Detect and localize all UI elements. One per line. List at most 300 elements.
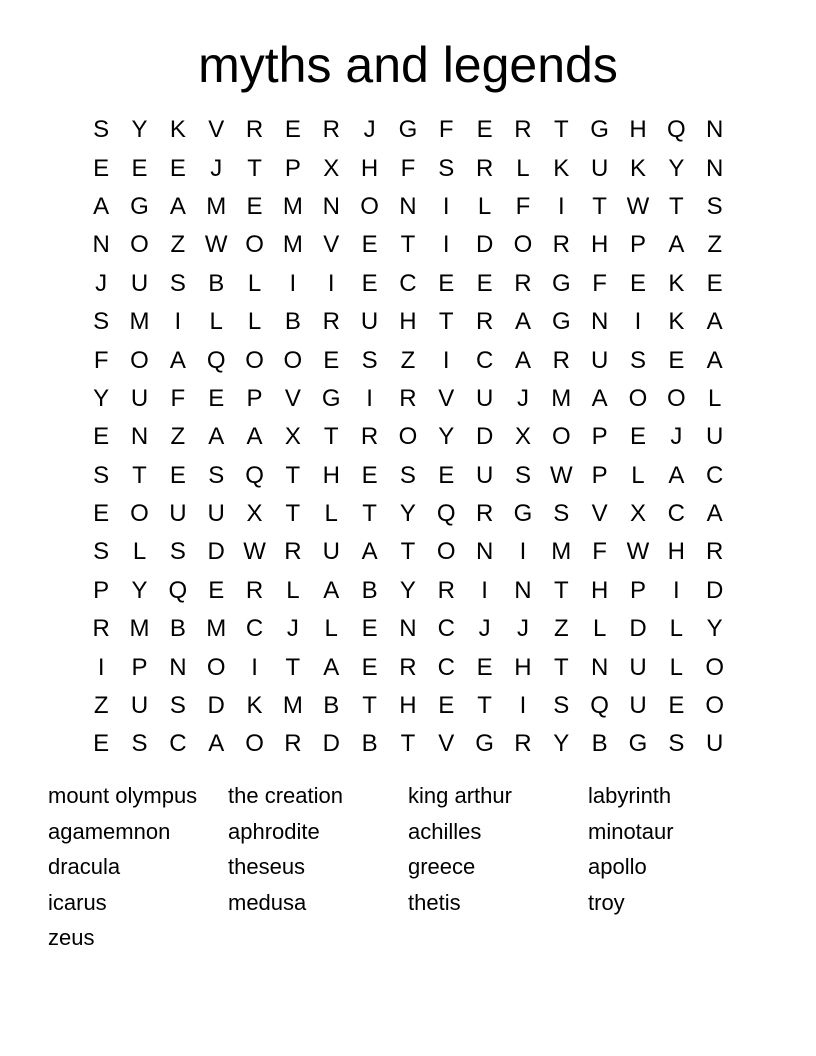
- grid-letter: I: [174, 308, 182, 336]
- word-list-item: aphrodite: [228, 818, 320, 844]
- grid-letter: E: [246, 192, 263, 220]
- grid-letter: I: [557, 192, 565, 220]
- grid-letter: S: [361, 346, 378, 374]
- grid-letter: E: [93, 730, 110, 758]
- grid-letter: N: [130, 423, 149, 451]
- grid-letter: C: [245, 615, 264, 643]
- grid-letter: Q: [245, 461, 264, 489]
- grid-letter: E: [169, 154, 186, 182]
- grid-letter: R: [322, 308, 340, 336]
- grid-letter: T: [400, 231, 416, 259]
- grid-letter: H: [667, 538, 685, 566]
- grid-letter: M: [282, 692, 303, 720]
- grid-letter: R: [514, 116, 532, 144]
- grid-letter: I: [442, 231, 450, 259]
- grid-letter: G: [130, 192, 149, 220]
- grid-letter: Z: [170, 423, 186, 451]
- grid-letter: Y: [668, 154, 685, 182]
- word-list-item: troy: [588, 889, 625, 915]
- grid-letter: T: [553, 576, 569, 604]
- grid-letter: B: [208, 269, 225, 297]
- grid-letter: B: [361, 730, 378, 758]
- grid-letter: R: [284, 538, 302, 566]
- grid-letter: U: [207, 500, 225, 528]
- grid-letter: E: [438, 461, 455, 489]
- grid-letter: Q: [590, 692, 609, 720]
- grid-letter: U: [169, 500, 187, 528]
- grid-letter: I: [672, 576, 680, 604]
- grid-letter: N: [92, 231, 110, 259]
- grid-letter: H: [514, 653, 532, 681]
- grid-letter: F: [400, 154, 416, 182]
- grid-letter: W: [243, 538, 266, 566]
- grid-letter: U: [360, 308, 379, 336]
- grid-letter: U: [590, 154, 609, 182]
- grid-letter: J: [363, 116, 376, 144]
- grid-letter: D: [706, 576, 724, 604]
- grid-letter: J: [95, 269, 108, 297]
- grid-letter: R: [514, 269, 532, 297]
- grid-letter: M: [551, 538, 572, 566]
- grid-letter: Z: [553, 615, 569, 643]
- grid-letter: N: [399, 615, 417, 643]
- grid-letter: S: [668, 730, 685, 758]
- grid-letter: R: [399, 653, 417, 681]
- grid-letter: U: [130, 692, 149, 720]
- grid-letter: T: [132, 461, 147, 489]
- grid-letter: Q: [168, 576, 188, 604]
- grid-letter: S: [553, 692, 570, 720]
- grid-letter: V: [438, 384, 455, 412]
- grid-letter: E: [284, 116, 301, 144]
- grid-letter: Y: [399, 500, 416, 528]
- grid-letter: G: [513, 500, 533, 528]
- word-list-item: achilles: [408, 818, 482, 844]
- grid-letter: T: [668, 192, 684, 220]
- page-title: myths and legends: [198, 37, 618, 93]
- grid-row: [82, 418, 734, 456]
- grid-letter: W: [626, 192, 650, 220]
- word-list-item: greece: [408, 854, 476, 880]
- grid-letter: A: [706, 500, 723, 528]
- grid-letter: G: [551, 269, 571, 297]
- grid-letter: A: [246, 423, 263, 451]
- grid-letter: D: [322, 730, 340, 758]
- grid-letter: S: [93, 461, 110, 489]
- grid-letter: E: [629, 269, 646, 297]
- grid-letter: G: [551, 308, 571, 336]
- grid-letter: Y: [706, 615, 723, 643]
- grid-letter: Y: [553, 730, 570, 758]
- grid-letter: V: [208, 116, 225, 144]
- grid-letter: I: [366, 384, 373, 412]
- grid-letter: O: [628, 384, 648, 412]
- grid-letter: A: [93, 192, 110, 220]
- grid-letter: V: [284, 384, 301, 412]
- grid-row: [82, 188, 734, 226]
- grid-letter: K: [246, 692, 263, 720]
- grid-letter: E: [208, 576, 225, 604]
- grid-letter: S: [169, 269, 186, 297]
- word-list-item: dracula: [48, 854, 121, 880]
- grid-letter: Y: [399, 576, 416, 604]
- grid-letter: A: [361, 538, 378, 566]
- grid-letter: N: [514, 576, 532, 604]
- grid-letter: T: [477, 692, 492, 720]
- grid-letter: O: [245, 730, 264, 758]
- grid-letter: G: [590, 116, 609, 144]
- grid-letter: T: [323, 423, 339, 451]
- grid-letter: T: [400, 730, 416, 758]
- grid-row: [82, 725, 734, 763]
- grid-letter: E: [629, 423, 646, 451]
- grid-letter: T: [285, 461, 301, 489]
- grid-letter: H: [399, 308, 417, 336]
- grid-letter: P: [284, 154, 301, 182]
- grid-letter: S: [553, 500, 570, 528]
- grid-letter: T: [553, 116, 569, 144]
- grid-letter: C: [437, 653, 455, 681]
- grid-letter: L: [209, 308, 223, 336]
- grid-letter: S: [93, 116, 110, 144]
- grid-letter: K: [668, 308, 685, 336]
- grid-letter: E: [476, 269, 493, 297]
- grid-letter: I: [481, 576, 488, 604]
- grid-letter: F: [515, 192, 531, 220]
- grid-letter: T: [400, 538, 416, 566]
- grid-letter: O: [551, 423, 571, 451]
- grid-row: [82, 226, 734, 264]
- grid-letter: C: [667, 500, 685, 528]
- grid-letter: A: [208, 730, 225, 758]
- grid-letter: F: [438, 116, 454, 144]
- grid-letter: L: [132, 538, 147, 566]
- grid-letter: I: [97, 653, 105, 681]
- grid-letter: V: [323, 231, 340, 259]
- grid-letter: I: [634, 308, 642, 336]
- grid-letter: P: [591, 423, 608, 451]
- grid-letter: R: [552, 346, 570, 374]
- grid-letter: S: [706, 192, 723, 220]
- grid-letter: M: [206, 192, 227, 220]
- grid-letter: Z: [170, 231, 186, 259]
- grid-letter: F: [170, 384, 186, 412]
- grid-letter: A: [323, 576, 340, 604]
- grid-letter: R: [475, 308, 494, 336]
- grid-letter: L: [247, 308, 262, 336]
- grid-letter: U: [322, 538, 340, 566]
- grid-letter: N: [322, 192, 340, 220]
- grid-letter: E: [323, 346, 340, 374]
- grid-letter: L: [324, 615, 338, 643]
- grid-letter: J: [670, 423, 683, 451]
- grid-letter: O: [436, 538, 456, 566]
- grid-letter: E: [668, 692, 685, 720]
- grid-letter: A: [668, 461, 685, 489]
- grid-letter: R: [322, 116, 340, 144]
- grid-row: [82, 533, 734, 571]
- grid-letter: F: [592, 538, 607, 566]
- word-list-item: minotaur: [588, 818, 674, 844]
- grid-row: [82, 610, 734, 648]
- grid-letter: U: [590, 346, 609, 374]
- grid-letter: L: [631, 461, 645, 489]
- grid-letter: J: [516, 384, 529, 412]
- grid-row: [82, 457, 734, 495]
- grid-letter: B: [361, 576, 378, 604]
- grid-letter: Y: [438, 423, 455, 451]
- grid-letter: G: [321, 384, 341, 412]
- grid-row: [82, 572, 734, 610]
- grid-letter: U: [706, 730, 724, 758]
- grid-row: [82, 341, 734, 379]
- grid-letter: W: [626, 538, 650, 566]
- grid-letter: O: [705, 653, 724, 681]
- grid-letter: N: [399, 192, 417, 220]
- grid-letter: D: [475, 423, 494, 451]
- grid-letter: A: [169, 192, 186, 220]
- grid-letter: E: [361, 231, 378, 259]
- grid-letter: E: [131, 154, 148, 182]
- grid-letter: R: [245, 576, 264, 604]
- grid-letter: H: [360, 154, 379, 182]
- grid-letter: E: [438, 269, 455, 297]
- grid-row: [82, 265, 734, 303]
- grid-letter: A: [706, 346, 723, 374]
- grid-letter: R: [514, 730, 532, 758]
- grid-letter: K: [169, 116, 186, 144]
- word-list-item: the creation: [228, 783, 343, 808]
- grid-letter: L: [669, 615, 683, 643]
- grid-letter: L: [247, 269, 262, 297]
- grid-letter: B: [591, 730, 608, 758]
- grid-letter: G: [628, 730, 648, 758]
- grid-letter: L: [477, 192, 492, 220]
- grid-letter: J: [286, 615, 299, 643]
- grid-letter: E: [476, 116, 493, 144]
- grid-row: [82, 111, 734, 149]
- grid-letter: O: [245, 346, 264, 374]
- grid-letter: F: [592, 269, 607, 297]
- grid-letter: M: [129, 615, 150, 643]
- grid-letter: P: [131, 653, 148, 681]
- grid-letter: S: [131, 730, 148, 758]
- grid-letter: B: [169, 615, 186, 643]
- grid-letter: E: [361, 461, 378, 489]
- grid-letter: O: [130, 346, 149, 374]
- grid-letter: N: [706, 116, 724, 144]
- grid-letter: O: [283, 346, 303, 374]
- grid-letter: I: [519, 692, 527, 720]
- grid-letter: N: [475, 538, 494, 566]
- grid-letter: A: [169, 346, 186, 374]
- grid-letter: S: [93, 308, 110, 336]
- word-list-item: agamemnon: [48, 818, 171, 844]
- grid-letter: H: [590, 576, 609, 604]
- word-list-item: theseus: [228, 854, 306, 880]
- grid-row: [82, 687, 734, 725]
- grid-letter: U: [130, 269, 149, 297]
- grid-letter: G: [398, 116, 418, 144]
- grid-letter: O: [705, 692, 724, 720]
- grid-letter: Y: [131, 116, 148, 144]
- word-list-item: mount olympus: [48, 783, 198, 808]
- grid-letter: S: [514, 461, 531, 489]
- word-list-item: medusa: [228, 889, 307, 915]
- grid-letter: C: [399, 269, 417, 297]
- word-list-item: icarus: [48, 889, 107, 915]
- grid-letter: N: [169, 653, 187, 681]
- word-list-item: zeus: [48, 925, 95, 951]
- grid-letter: Z: [400, 346, 416, 374]
- grid-letter: R: [475, 500, 494, 528]
- grid-letter: L: [516, 154, 530, 182]
- grid-letter: E: [438, 692, 455, 720]
- grid-letter: O: [398, 423, 418, 451]
- word-list-item: thetis: [408, 889, 461, 915]
- grid-letter: R: [92, 615, 110, 643]
- grid-row: [82, 380, 734, 418]
- grid-letter: M: [282, 192, 303, 220]
- grid-letter: X: [246, 500, 263, 528]
- grid-letter: P: [93, 576, 110, 604]
- grid-letter: D: [475, 231, 494, 259]
- grid-letter: J: [516, 615, 529, 643]
- grid-letter: C: [706, 461, 724, 489]
- grid-letter: E: [361, 615, 378, 643]
- grid-letter: L: [669, 653, 683, 681]
- grid-letter: C: [169, 730, 187, 758]
- grid-letter: R: [284, 730, 302, 758]
- grid-letter: D: [207, 692, 225, 720]
- grid-letter: I: [519, 538, 527, 566]
- grid-letter: M: [129, 308, 150, 336]
- grid-letter: I: [251, 653, 258, 681]
- grid-letter: Q: [666, 116, 686, 144]
- grid-letter: A: [323, 653, 340, 681]
- grid-letter: P: [629, 576, 646, 604]
- grid-letter: X: [629, 500, 646, 528]
- grid-letter: A: [706, 308, 723, 336]
- grid-letter: R: [245, 116, 264, 144]
- grid-letter: T: [438, 308, 454, 336]
- grid-letter: L: [707, 384, 722, 412]
- grid-letter: O: [245, 231, 264, 259]
- grid-letter: O: [130, 231, 149, 259]
- grid-letter: C: [437, 615, 455, 643]
- grid-letter: S: [208, 461, 225, 489]
- grid-letter: N: [590, 653, 609, 681]
- grid-letter: I: [442, 346, 450, 374]
- word-list-item: labyrinth: [588, 783, 672, 808]
- grid-letter: E: [361, 269, 378, 297]
- grid-letter: P: [246, 384, 263, 412]
- grid-letter: Q: [206, 346, 226, 374]
- grid-letter: A: [591, 384, 608, 412]
- grid-letter: Y: [93, 384, 110, 412]
- grid-letter: M: [551, 384, 572, 412]
- grid-letter: O: [130, 500, 149, 528]
- grid-letter: E: [476, 653, 493, 681]
- grid-letter: M: [206, 615, 227, 643]
- grid-letter: R: [399, 384, 417, 412]
- grid-letter: E: [361, 653, 378, 681]
- grid-letter: H: [399, 692, 417, 720]
- grid-letter: G: [475, 730, 494, 758]
- grid-letter: T: [553, 653, 569, 681]
- grid-letter: D: [207, 538, 225, 566]
- grid-letter: U: [475, 384, 494, 412]
- grid-letter: T: [592, 192, 607, 220]
- word-list: [48, 778, 768, 956]
- grid-letter: W: [549, 461, 573, 489]
- grid-letter: H: [590, 231, 609, 259]
- grid-row: [82, 149, 734, 187]
- grid-letter: Q: [436, 500, 456, 528]
- grid-letter: T: [362, 692, 377, 720]
- grid-letter: K: [668, 269, 685, 297]
- grid-letter: J: [478, 615, 491, 643]
- grid-letter: Y: [131, 576, 148, 604]
- grid-letter: Z: [707, 231, 722, 259]
- grid-letter: H: [322, 461, 340, 489]
- grid-letter: O: [666, 384, 686, 412]
- grid-letter: U: [629, 653, 647, 681]
- grid-letter: R: [360, 423, 379, 451]
- grid-letter: L: [324, 500, 338, 528]
- grid-letter: P: [629, 231, 646, 259]
- grid-letter: F: [93, 346, 109, 374]
- grid-letter: K: [553, 154, 570, 182]
- grid-letter: S: [399, 461, 416, 489]
- grid-letter: J: [210, 154, 223, 182]
- grid-letter: C: [475, 346, 494, 374]
- grid-letter: V: [591, 500, 608, 528]
- grid-letter: V: [438, 730, 455, 758]
- grid-letter: R: [475, 154, 494, 182]
- grid-letter: S: [93, 538, 110, 566]
- grid-letter: X: [514, 423, 531, 451]
- grid-letter: X: [323, 154, 340, 182]
- grid-letter: N: [706, 154, 724, 182]
- grid-letter: N: [590, 308, 609, 336]
- grid-letter: X: [284, 423, 301, 451]
- grid-letter: B: [323, 692, 340, 720]
- grid-letter: W: [204, 231, 228, 259]
- grid-letter: A: [514, 308, 531, 336]
- grid-letter: E: [93, 154, 110, 182]
- grid-letter: D: [629, 615, 647, 643]
- grid-letter: O: [360, 192, 379, 220]
- grid-letter: B: [284, 308, 301, 336]
- grid-letter: P: [591, 461, 608, 489]
- grid-letter: T: [247, 154, 262, 182]
- grid-letter: E: [169, 461, 186, 489]
- grid-letter: A: [208, 423, 225, 451]
- grid-letter: Z: [93, 692, 109, 720]
- grid-letter: M: [282, 231, 303, 259]
- grid-letter: H: [629, 116, 647, 144]
- grid-letter: E: [706, 269, 723, 297]
- grid-letter: E: [208, 384, 225, 412]
- grid-letter: T: [285, 653, 301, 681]
- grid-letter: E: [668, 346, 685, 374]
- grid-letter: U: [629, 692, 647, 720]
- grid-letter: R: [552, 231, 570, 259]
- grid-letter: T: [285, 500, 301, 528]
- grid-letter: K: [629, 154, 646, 182]
- grid-letter: O: [513, 231, 533, 259]
